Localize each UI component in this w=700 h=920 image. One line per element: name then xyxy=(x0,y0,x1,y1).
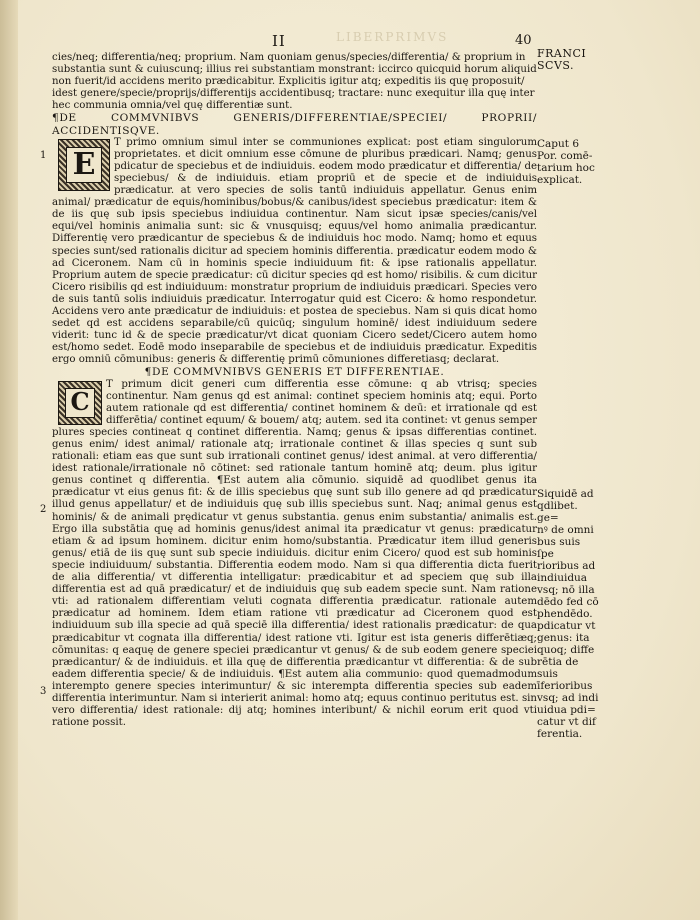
margin-number: 3 xyxy=(40,686,47,697)
marginal-note-line: rētia de suis xyxy=(537,656,579,680)
marginal-note-line: vsq; ad indi xyxy=(537,692,599,704)
marginal-note-line: īferioribus xyxy=(537,680,593,692)
initial-letter: E xyxy=(66,147,102,183)
marginal-note-line: SCVS. xyxy=(537,59,575,72)
marginal-note-line: qdlibet. ge= xyxy=(537,500,578,524)
margin-number: 2 xyxy=(40,504,47,515)
marginal-note-line: bus suis ſpe xyxy=(537,536,581,560)
marginal-note-line: catur vt dif xyxy=(537,716,596,728)
intro-line: substantia sunt & cuiuscunq; illius rei substantiam monstrant: iccirco quicquid horum aliquid xyxy=(52,64,537,76)
section-heading: ¶DE COMMVNIBVS GENERIS ET DIFFERENTIAE. xyxy=(144,366,445,379)
intro-line: hec communia omnia/vel quę differentiæ sunt. xyxy=(52,100,293,112)
marginal-note-line: Caput 6 xyxy=(537,138,580,150)
marginal-note-franciscus xyxy=(537,48,599,72)
marginal-note-commentary xyxy=(537,488,599,740)
marginal-note-line: tarium hoc xyxy=(537,162,595,174)
running-head: II xyxy=(272,32,286,50)
margin-number: 1 xyxy=(40,150,47,161)
intro-line: non fuerit/id accidens merito prædicabitur. Explicitis igitur atq; expeditis iis quę proposuit/ xyxy=(52,76,525,88)
intro-line: cies/neq; differentia/neq; proprium. Nam quoniam genus/species/differentia/ & proprium in xyxy=(52,52,526,63)
marginal-note-line: Por. comē- xyxy=(537,150,593,162)
marginal-note-line: nꝰ de omni xyxy=(537,524,594,536)
section-heading: ¶DE COMMVNIBVS GENERIS/DIFFERENTIAE/SPECIEI/ PROPRII/ ACCIDENTISQVE. xyxy=(52,112,537,137)
show-through-text: LIBERPRIMVS xyxy=(336,30,449,44)
intro-line: idest genere/specie/proprijs/differentijs accidentibusq; tractare: nunc exequitur illa quę inter xyxy=(52,88,535,100)
marginal-note-line: explicat. xyxy=(537,174,583,186)
marginal-note-line: uidua pdi= xyxy=(537,704,596,716)
marginal-note-line: FRANCI xyxy=(537,47,587,60)
paragraph-two: T primum dicit generi cum differentia esse cōmune: q ab vtrisq; species continentur. Nam genus qd est animal: continet speciem hominis atq; equi. Porto autem rationale qd est differentia/ continet hominem & deū: et irrationale qd est differētia/ continet equum/ & bouem/ atq; autem. sed ita continet: vt genus semper plures species contineat q continet differentia. Namq; genus & ipsas differentias continet. genus enim/ idest animal/ rationale atq; irrationale continet & illas species q sunt sub rationali: etiam eas que sunt sub irrationali continet genus/ idest animal. at vero differentia/ idest rationale/irrationale nō cōtinet: sed rationale tantum hominē atq; deum. plus igitur genus continet q differentia. ¶Est autem alia cōmunio. siquidē ad quodlibet genus ita prædicatur vt eius genus fit: & de illis speciebus quę sunt sub illo genere ad qd prædicatur illud genus appellatur/ et de indiuiduis quę sub illis speciebus sunt. Naq; animal genus est hominis/ & de animali prędicatur vt genus substantia. genus enim substantia/ animalis est. Ergo illa substātia quę ad hominis genus/idest animal ita prædicatur vt genus: prædicatur etiam & ad ipsum hominem. dicitur enim homo/substantia. Prædicatur item illud generis genus/ etiā de iis quę sunt sub specie indiuiduis. dicitur enim Cicero/ quod est sub hominis specie indiuiduum/ substantia. Differentia eodem modo. Nam si qua differentia dicta fuerit de alia differentia/ vt differentia intelligatur: prædicabitur et ad speciem quę sub illa differentia est ad quā prædicatur/ et de indiuiduis quę sub eadem specie sunt. Nam ratione vti: ad rationalem differentiam veluti cognata differentia prædicatur. rationale autem prædicatur ad hominem. Idem etiam ratione vti prædicatur ad Ciceronem quod est indiuiduum sub illa specie ad quā speciē illa differentia/ idest rationalis prædicatur: de qua prædicabitur vt cognata illa differentia/ idest ratione vti. Igitur est ista generis differētiæq; cōmunitas: q eaquę de genere speciei prædicantur vt genus/ & de sub eodem genere speciei prædicantur/ & de indiuiduis. et illa quę de differentia prædicantur vt differentia: & de sub eadem differentia specie/ & de indiuiduis. ¶Est autem alia communio: quod quemadmodum interempto genere species interimuntur/ & sic interempta differentia species sub eadem differentia interimuntur. Nam si interierit animal: homo atq; equus continuo peritutus est. sin vero differentia/ idest rationale: dij atq; homines interibunt/ & nichil eorum erit quod vti ratione possit. xyxy=(52,378,537,729)
marginal-note-line: quoq; diffe xyxy=(537,644,595,656)
main-text-column xyxy=(52,52,537,729)
initial-letter: C xyxy=(65,388,95,418)
marginal-note-line: indiuidua xyxy=(537,572,588,584)
marginal-note-line: dēdo fed cō xyxy=(537,596,599,608)
marginal-note-line: genus: ita xyxy=(537,632,590,644)
paragraph-one: T primo omnium simul inter se communiones explicat: post etiam singulorum proprietates. et dicit omnium esse cōmune de pluribus prædicari. Namq; genus pdicatur de speciebus et de indiuiduis. eodem modo prædicatur et differentia/ de speciebus/ & de indiuiduis. etiam propriū et de specie et de indiuiduis prædicatur. at vero species de solis tantū indiuiduis appellatur. Genus enim animal/ prædicatur de equis/hominibus/bobus/& canibus/idest speciebus prædicatur: item & de iis quę sub ipsis speciebus indiuidua continentur. Nam sicut ipsæ species/canis/vel equi/vel hominis animalia sunt: sic & vnusquisq; equus/vel homo animalia prædicantur. Differentię vero prædicantur de speciebus & de indiuiduis hoc modo. Namq; homo et equus species sunt/sed rationalis dicitur ad speciem hominis differentia. prædicatur eodem modo & ad Ciceronem. Nam cū in hominis specie indiuiduum fit: & ipse rationalis appellatur. Proprium autem de specie prædicatur: cū dicitur species qd est homo/ risibilis. & cum dicitur Cicero risibilis qd est indiuiduum: monstratur proprium de indiuiduis prædicari. Species vero de suis tantū solis indiuiduis prædicatur. Interrogatur quid est Cicero: & homo respondetur. Accidens vero ante prædicatur de indiuiduis: et postea de speciebus. Nam si quis dicat homo sedet qd est accidens separabile/cū quicūq; singulum hominē/ idest indiuiduum sedere viderit: tunc id & de specie prædicatur/vt dicat quoniam Cicero sedet/Cicero autem homo est/homo sedet. Eodē modo inseparabile de speciebus et de indiuiduis prædicatur. Expeditis ergo omniū cōmunibus: generis & differentię primū cōmuniones differetiasq; declarat. xyxy=(52,136,537,366)
decorated-initial xyxy=(58,139,110,191)
marginal-note-line: pdicatur vt xyxy=(537,620,596,632)
marginal-note-line: Siquidē ad xyxy=(537,488,594,500)
folio-number: 40 xyxy=(515,33,532,48)
marginal-note-line: phendēdo. xyxy=(537,608,593,620)
binding-gutter xyxy=(0,0,18,920)
marginal-note-line: rioribus ad xyxy=(537,560,596,572)
decorated-initial xyxy=(58,381,102,425)
marginal-note-caput xyxy=(537,138,599,186)
marginal-note-line: ferentia. xyxy=(537,728,583,740)
marginal-note-line: vsq; nō illa xyxy=(537,584,595,596)
